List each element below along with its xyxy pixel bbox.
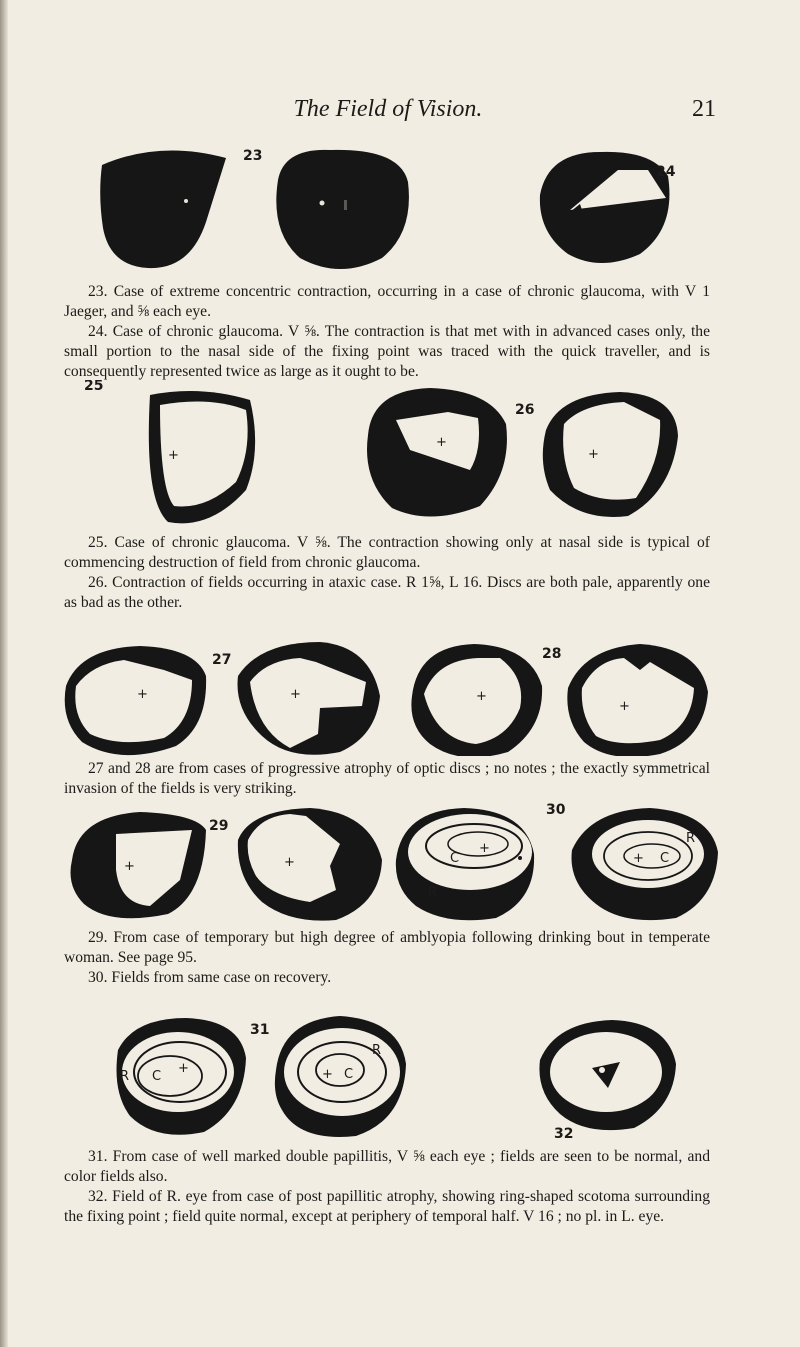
figure-number-27: 27 (212, 652, 232, 668)
figure-number-28: 28 (542, 646, 562, 662)
figure-number-31: 31 (250, 1022, 270, 1038)
caption-23: 23. Case of extreme concentric contraction, occurring in a case of chronic glaucoma, with V 1 Jaeger, and ⅝ each eye. (64, 283, 710, 320)
figure-31-left-field (117, 1018, 247, 1135)
fixation-point-29-left: + (124, 859, 135, 874)
figure-27-right-field (238, 642, 381, 755)
figure-27-left-field (65, 646, 206, 755)
figure-32-field (539, 1020, 676, 1130)
caption-26: 26. Contraction of fields occurring in ataxic case. R 1⅝, L 16. Discs are both pale, apparently one as bad as the other. (64, 574, 710, 611)
figure-31-right-field (275, 1016, 406, 1137)
fixation-point-26-right: + (588, 447, 599, 462)
color-field-label-r-31-left: R (120, 1069, 130, 1084)
captions-31-32 (64, 1147, 710, 1227)
figure-row-25-26 (0, 380, 800, 526)
figures-25-26 (0, 380, 800, 526)
figures-31-32 (0, 1010, 800, 1145)
caption-25: 25. Case of chronic glaucoma. V ⅝. The contraction showing only at nasal side is typical of commencing destruction of field from chronic glaucoma. (64, 534, 710, 571)
figure-number-24: 24 (656, 164, 676, 180)
captions-23-24 (64, 282, 710, 382)
captions-27-28 (64, 759, 710, 799)
fixation-point-30-right: + (633, 851, 644, 866)
figure-29-left-field (71, 812, 207, 918)
color-field-label-r-30-right: R (686, 831, 696, 846)
page-number: 21 (692, 96, 716, 122)
figures-27-28 (0, 636, 800, 756)
figure-row-27-28 (0, 636, 800, 756)
figure-23-left-field (100, 150, 226, 268)
figures-29-30 (0, 800, 800, 925)
figure-number-25: 25 (84, 380, 104, 394)
figure-28-right-field (567, 644, 708, 756)
figures-23-24 (0, 140, 800, 275)
fixation-point-31-right: + (322, 1067, 333, 1082)
color-field-label-c-31-left: C (152, 1069, 162, 1084)
figure-number-32: 32 (554, 1126, 574, 1142)
figure-row-31-32 (0, 1010, 800, 1145)
fixation-point-26-left: + (436, 435, 447, 450)
color-field-label-c-31-right: C (344, 1067, 354, 1082)
figure-number-30: 30 (546, 802, 566, 818)
running-title: The Field of Vision. (293, 96, 483, 122)
figure-row-23-24 (0, 140, 800, 275)
caption-31: 31. From case of well marked double papillitis, V ⅝ each eye ; fields are seen to be normal, and color fields also. (64, 1148, 710, 1185)
figure-24-field (540, 152, 670, 263)
fixation-point-30-left: + (479, 841, 490, 856)
caption-30: 30. Fields from same case on recovery. (88, 969, 332, 986)
figure-30-left-field (396, 808, 534, 920)
figure-row-29-30 (0, 800, 800, 925)
caption-32: 32. Field of R. eye from case of post papillitic atrophy, showing ring-shaped scotoma surrounding the fixing point ; field quite normal, except at periphery of temporal half. V 16 ; no pl. in L. eye. (64, 1188, 710, 1225)
figure-28-left-field (411, 644, 542, 756)
caption-24: 24. Case of chronic glaucoma. V ⅝. The contraction is that met with in advanced cases only, the small portion to the nasal side of the fixing point was traced with the quick traveller, and is consequently represented twice as large as it ought to be. (64, 323, 710, 380)
captions-29-30 (64, 928, 710, 988)
figure-26-right-field (543, 392, 678, 517)
figure-number-26: 26 (515, 402, 535, 418)
color-field-label-c-30: C (450, 851, 460, 866)
page-header (60, 96, 716, 130)
figure-25-left-field (149, 391, 255, 523)
caption-27-28: 27 and 28 are from cases of progressive atrophy of optic discs ; no notes ; the exactly symmetrical invasion of the fields is very striking. (64, 760, 710, 797)
fixation-point-29-right: + (284, 855, 295, 870)
captions-25-26 (64, 533, 710, 613)
figure-23-right-field (276, 150, 409, 269)
figure-30-right-field (572, 808, 719, 920)
fixation-point-31-left: + (178, 1061, 189, 1076)
fixation-point-28-right: + (619, 699, 630, 714)
color-field-label-r-30-left: R (428, 885, 438, 900)
figure-26-left-field (367, 388, 507, 517)
fixation-point-28-left: + (476, 689, 487, 704)
fixation-point-27-left: + (137, 687, 148, 702)
fixation-point-27-right: + (290, 687, 301, 702)
figure-number-23: 23 (243, 148, 263, 164)
fixation-point-25-left: + (168, 448, 179, 463)
color-field-label-c-30-right: C (660, 851, 670, 866)
color-field-label-r-31-right: R (372, 1043, 382, 1058)
caption-29: 29. From case of temporary but high degree of amblyopia following drinking bout in temperate woman. See page 95. (64, 929, 710, 966)
figure-number-29: 29 (209, 818, 229, 834)
figure-29-right-field (238, 808, 382, 921)
